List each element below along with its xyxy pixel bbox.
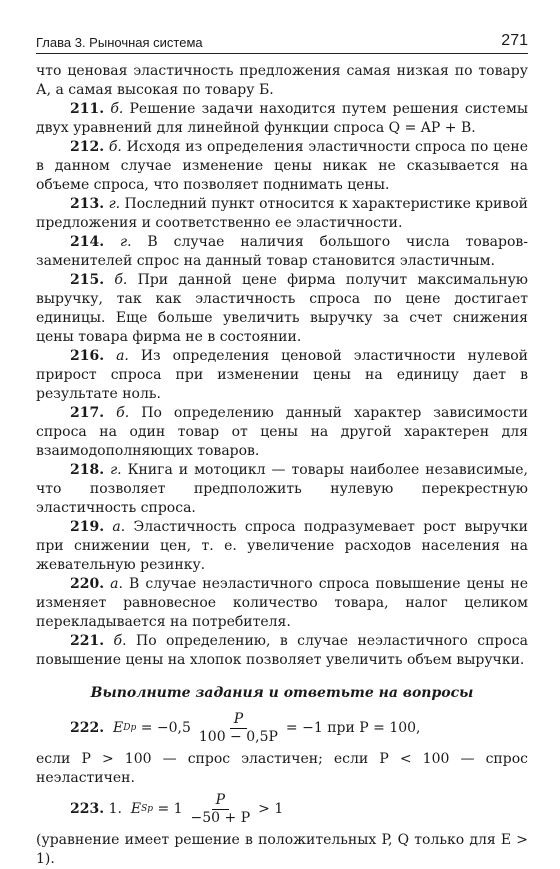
page-body	[36, 62, 528, 869]
problem-number: 221.	[70, 633, 105, 649]
paragraph-text: Исходя из определения эластичности спроса по цене в данном случае изменение цены никак не сказывается на объеме спроса, что позволяет поднимать цены.	[36, 139, 529, 193]
running-header	[36, 26, 528, 54]
answer-paragraph	[36, 518, 528, 575]
problem-number: 213.	[70, 196, 105, 212]
elasticity-superscript: Dp	[123, 723, 137, 733]
problem-number: 212.	[70, 139, 105, 155]
fraction-denominator: 100 − 0,5P	[198, 729, 278, 745]
answer-paragraph	[36, 575, 528, 632]
answer-letter: а.	[110, 576, 123, 592]
item-number: 1.	[108, 801, 122, 817]
answer-letter: а.	[112, 519, 126, 535]
answer-paragraph	[36, 632, 528, 670]
elasticity-symbol: E	[130, 801, 142, 817]
fraction-numerator: P	[212, 792, 229, 810]
problem-number: 220.	[70, 576, 105, 592]
note-text: (уравнение имеет решение в положительных P, Q только для E > 1).	[36, 832, 528, 867]
paragraph-text: По определению, в случае неэластичного спроса повышение цены на хлопок позволяет увеличить объем выручки.	[36, 633, 529, 668]
formula-coefficient: = −0,5	[140, 720, 191, 736]
formula-222	[70, 711, 528, 746]
paragraph-text: Из определения ценовой эластичности нулевой прирост спроса при изменении цены на единицу дает в результате ноль.	[36, 348, 529, 402]
elasticity-superscript: Sp	[141, 804, 153, 814]
fraction	[195, 711, 282, 746]
paragraph-text: По определению данный характер зависимости спроса на один товар от цены на другой характерен для взаимодополняющих товаров.	[36, 405, 529, 459]
answer-letter: б.	[113, 633, 127, 649]
answer-letter: б.	[110, 101, 124, 117]
answer-paragraph	[36, 195, 528, 233]
chapter-title: Глава 3. Рыночная система	[36, 35, 203, 50]
answer-letter: г.	[120, 234, 132, 250]
formula-coefficient: = 1	[157, 801, 183, 817]
answer-paragraph	[36, 138, 528, 195]
paragraph-text: Последний пункт относится к характеристике кривой предложения и соответственно ее эластичности.	[36, 196, 528, 231]
formula-result: > 1	[258, 801, 284, 817]
problem-number: 217.	[70, 405, 105, 421]
answer-paragraph	[36, 62, 528, 100]
paragraph-text: При данной цене фирма получит максимальную выручку, так как эластичность спроса по цене достигает единицы. Еще больше увеличить выручку за счет снижения цены товара фирма не в состоянии.	[36, 272, 528, 345]
problem-number: 216.	[70, 348, 105, 364]
elasticity-symbol: E	[113, 720, 124, 736]
problem-number: 211.	[70, 101, 105, 117]
paragraph-text: Решение задачи находится путем решения системы двух уравнений для линейной функции спроса Q = AP + B.	[36, 101, 528, 136]
answer-paragraph	[36, 271, 528, 347]
conclusion-text: если P > 100 — спрос эластичен; если P < 100 — спрос неэластичен.	[36, 751, 528, 786]
answer-paragraph	[36, 461, 528, 518]
answer-paragraph	[36, 404, 528, 461]
fraction	[187, 792, 255, 827]
problem-number: 214.	[70, 234, 105, 250]
answer-paragraph	[36, 100, 528, 138]
problem-number: 215.	[70, 272, 105, 288]
answer-paragraph	[36, 233, 528, 271]
book-page	[36, 26, 528, 869]
problem-number: 223.	[70, 801, 105, 817]
answer-letter: а.	[116, 348, 129, 364]
paragraph-text: Книга и мотоцикл — товары наиболее независимые, что позволяет предположить нулевую перекрестную эластичность спроса.	[36, 462, 529, 516]
problem-number: 222.	[70, 720, 105, 736]
formula-result: = −1 при P = 100,	[285, 720, 421, 736]
fraction-numerator: P	[230, 711, 247, 729]
paragraph-text: Эластичность спроса подразумевает рост выручки при снижении цен, т. е. увеличение расходов населения на жевательную резинку.	[36, 519, 529, 573]
paragraph-text: В случае наличия большого числа товаров-заменителей спрос на данный товар становится эластичным.	[36, 234, 528, 269]
answer-letter: б.	[116, 405, 130, 421]
answer-letter: б.	[114, 272, 128, 288]
paragraph-text: что ценовая эластичность предложения самая низкая по товару А, а самая высокая по товару Б.	[36, 63, 528, 98]
fraction-denominator: −50 + P	[190, 810, 251, 826]
paragraph-text: В случае неэластичного спроса повышение цены не изменяет равновесное количество товара, налог целиком перекладывается на потребителя.	[36, 576, 529, 630]
page-number: 271	[501, 32, 528, 49]
answer-paragraph	[36, 347, 528, 404]
problem-number: 218.	[70, 462, 105, 478]
answer-letter: б.	[108, 139, 122, 155]
answer-letter: г.	[110, 462, 122, 478]
formula-223	[70, 792, 528, 827]
problem-number: 219.	[70, 519, 105, 535]
answer-letter: г.	[108, 196, 121, 212]
section-heading: Выполните задания и ответьте на вопросы	[90, 685, 474, 701]
